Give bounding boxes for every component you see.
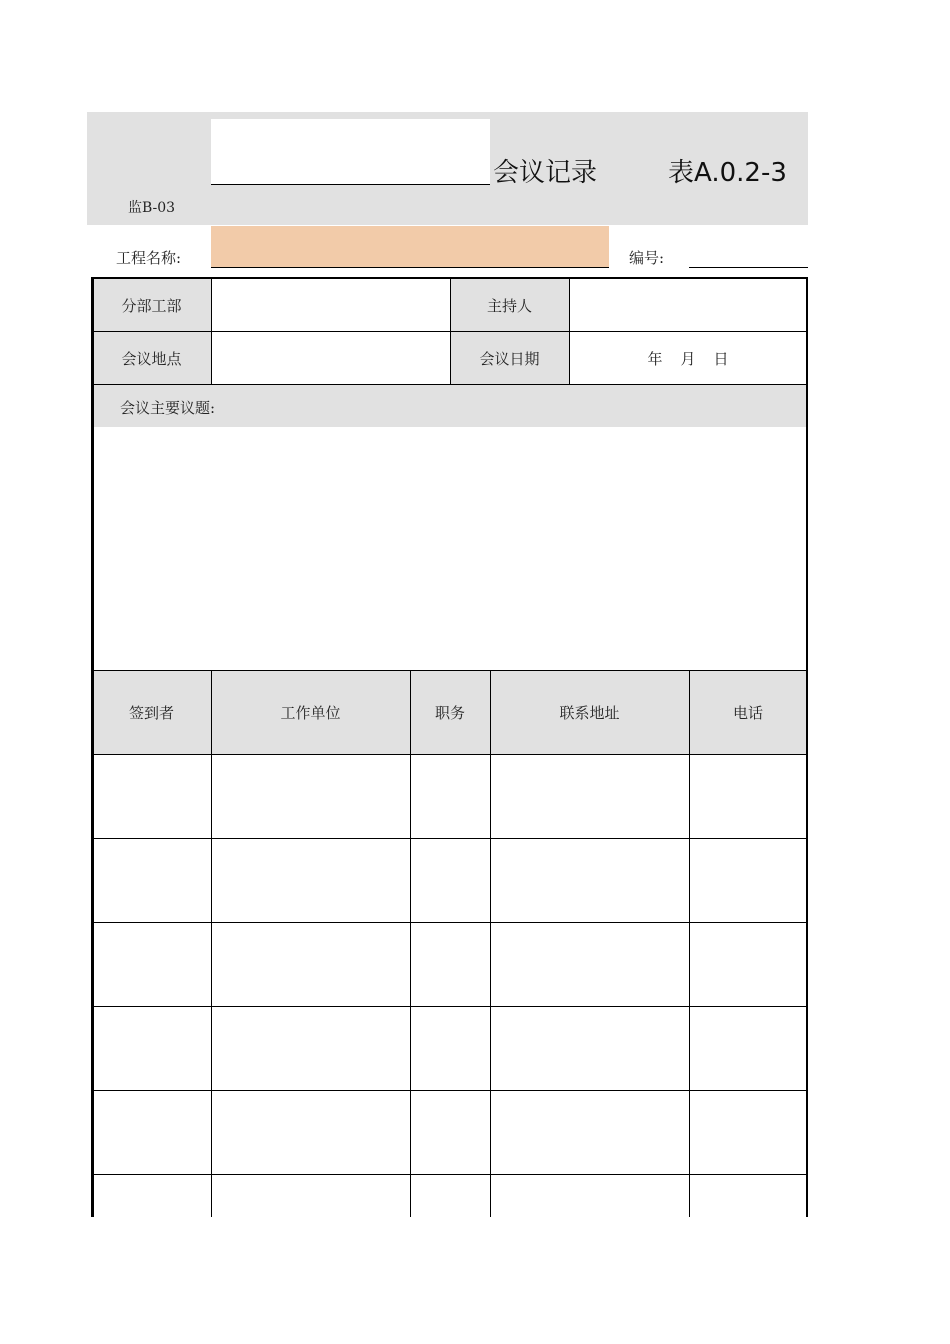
topics-label: 会议主要议题: (120, 399, 216, 417)
date-label: 会议日期 (450, 332, 569, 384)
table-row[interactable] (92, 838, 807, 922)
project-name-label: 工程名称: (116, 249, 182, 267)
grid-line (569, 277, 570, 384)
grid-line (91, 1174, 808, 1175)
location-field[interactable] (211, 332, 450, 384)
grid-line (91, 754, 808, 755)
form-table (91, 277, 808, 1217)
grid-line (410, 670, 411, 1217)
grid-line (211, 277, 212, 384)
location-label: 会议地点 (92, 332, 211, 384)
grid-line (806, 277, 808, 1217)
subproject-label: 分部工部 (92, 279, 211, 331)
grid-line (211, 670, 212, 1217)
signin-col-phone: 电话 (732, 704, 763, 722)
date-year: 年 (647, 349, 663, 368)
grid-line (91, 838, 808, 839)
table-row[interactable] (92, 754, 807, 838)
grid-line (91, 277, 94, 1217)
signin-col-address: 联系地址 (559, 704, 620, 722)
doc-code: 监B-03 (128, 200, 176, 216)
host-label: 主持人 (450, 279, 569, 331)
number-label: 编号: (629, 249, 665, 267)
grid-line (490, 670, 491, 1217)
grid-line (91, 922, 808, 923)
date-day: 日 (713, 349, 729, 368)
table-row[interactable] (92, 1006, 807, 1090)
grid-line (450, 277, 451, 384)
number-field[interactable] (689, 226, 808, 268)
grid-line (91, 1090, 808, 1091)
topics-content[interactable] (92, 427, 807, 670)
date-field[interactable] (569, 332, 807, 384)
title-prefix-field[interactable] (211, 119, 490, 185)
table-row[interactable] (92, 1174, 807, 1217)
project-name-field[interactable] (211, 226, 609, 268)
host-field[interactable] (569, 279, 807, 331)
form-code: 表A.0.2-3 (668, 158, 787, 188)
table-row[interactable] (92, 1090, 807, 1174)
signin-col-signer: 签到者 (128, 704, 174, 722)
grid-line (91, 1006, 808, 1007)
grid-line (91, 384, 808, 385)
grid-line (689, 670, 690, 1217)
signin-col-position: 职务 (434, 704, 465, 722)
date-month: 月 (680, 349, 696, 368)
page-title: 会议记录 (493, 158, 598, 188)
signin-col-unit: 工作单位 (280, 704, 341, 722)
grid-line (91, 670, 808, 671)
subproject-field[interactable] (211, 279, 450, 331)
table-row[interactable] (92, 922, 807, 1006)
